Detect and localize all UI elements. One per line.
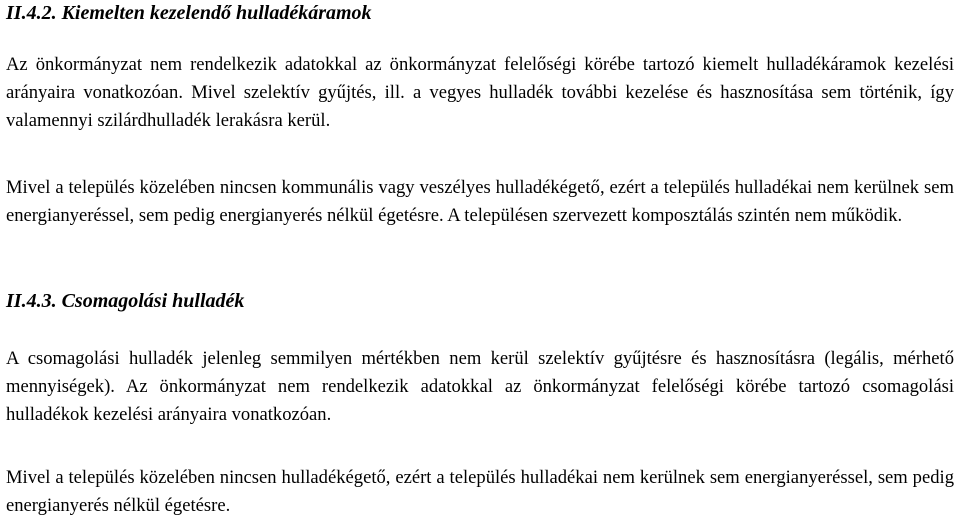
paragraph-hulladekegeto: Mivel a település közelében nincsen kommunális vagy veszélyes hulladékégető, ezért a település hulladékai nem kerülnek sem energianyeréssel, sem pedig energianyerés nélkül égetésre. A településen szervezett komposztálás szintén nem működik. [6, 177, 954, 227]
section-heading-kiemelten-kezelendo: II.4.2. Kiemelten kezelendő hulladékáramok [6, 2, 372, 24]
paragraph-csomagolasi-hulladek: A csomagolási hulladék jelenleg semmilyen mértékben nem kerül szelektív gyűjtésre és hasznosításra (legális, mérhető mennyiségek). Az önkormányzat nem rendelkezik adatokkal az önkormányzat felelőségi körébe tartozó csomagolási hulladékok kezelési arányaira vonatkozóan. [6, 348, 954, 426]
section-heading-csomagolasi-hulladek: II.4.3. Csomagolási hulladék [6, 290, 245, 312]
paragraph-csomagolasi-egetes: Mivel a település közelében nincsen hulladékégető, ezért a település hulladékai nem kerülnek sem energianyeréssel, sem pedig energianyerés nélkül égetésre. [6, 467, 954, 517]
paragraph-kiemelt-hulladekaramok: Az önkormányzat nem rendelkezik adatokkal az önkormányzat felelőségi körébe tartozó kiemelt hulladékáramok kezelési arányaira vonatkozóan. Mivel szelektív gyűjtés, ill. a vegyes hulladék további kezelése és hasznosítása sem történik, így valamennyi szilárdhulladék lerakásra kerül. [6, 54, 954, 132]
